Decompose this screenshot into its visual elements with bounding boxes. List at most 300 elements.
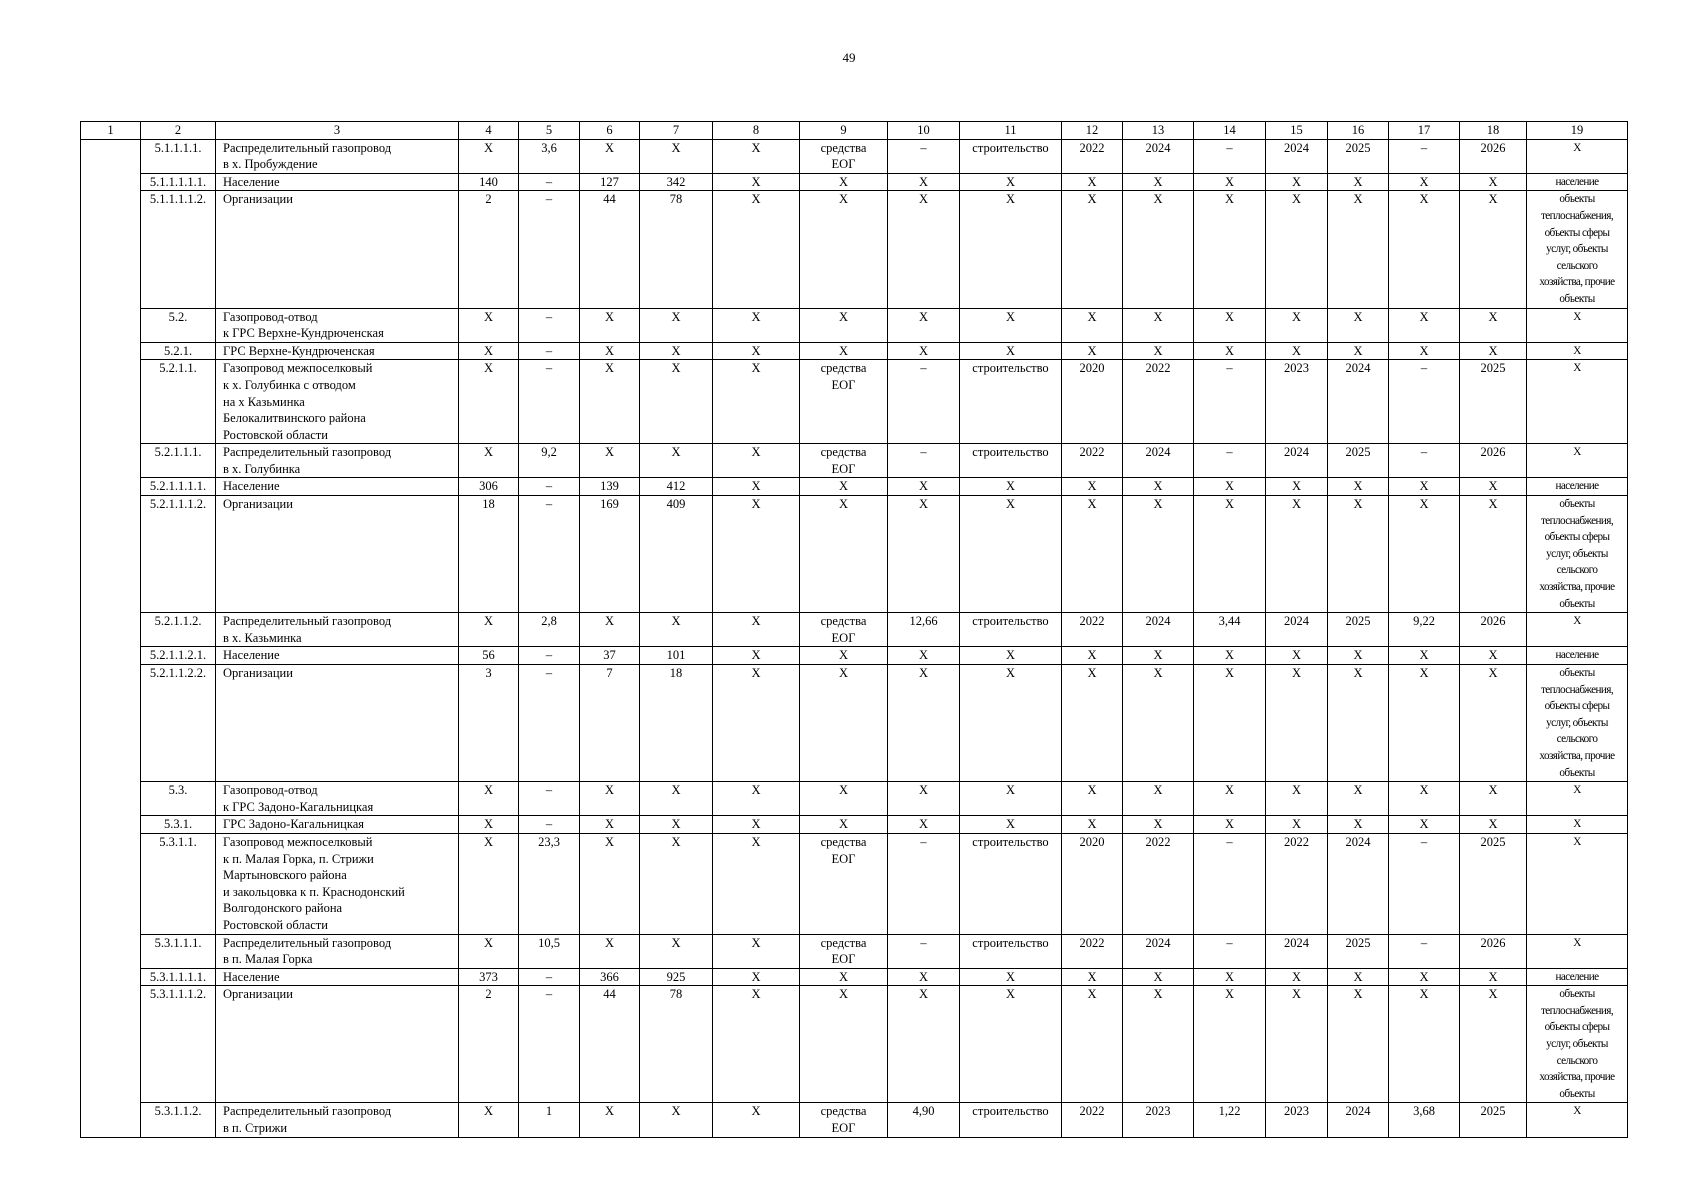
table-cell: X	[1389, 342, 1460, 360]
row-name: Население	[216, 478, 459, 496]
table-cell: 412	[640, 478, 713, 496]
table-cell: X	[713, 816, 800, 834]
table-cell: 409	[640, 496, 713, 613]
table-cell: X	[713, 934, 800, 968]
table-cell: 37	[580, 647, 640, 665]
table-cell: X	[640, 613, 713, 647]
work-type: X	[960, 968, 1062, 986]
table-cell: X	[1389, 191, 1460, 308]
row-number: 5.2.1.1.2.	[141, 613, 216, 647]
header-cell-1: 1	[81, 122, 141, 140]
table-cell: 2025	[1328, 613, 1389, 647]
funding-source: X	[800, 342, 888, 360]
table-cell: 2022	[1062, 613, 1123, 647]
table-cell: 56	[459, 647, 519, 665]
table-cell: 925	[640, 968, 713, 986]
table-cell: X	[1328, 308, 1389, 342]
header-row	[81, 122, 1628, 140]
consumer-category: объекты теплоснабжения, объекты сферы услуг, объекты сельского хозяйства, прочие объекты	[1527, 191, 1628, 308]
header-cell-6: 6	[580, 122, 640, 140]
table-cell: X	[1460, 986, 1527, 1103]
table-cell: X	[1389, 665, 1460, 782]
table-cell: 2026	[1460, 139, 1527, 173]
table-cell: X	[1266, 496, 1328, 613]
table-cell: X	[1062, 647, 1123, 665]
work-type: строительство	[960, 833, 1062, 934]
table-cell: X	[1460, 308, 1527, 342]
table-cell: 2023	[1123, 1103, 1194, 1137]
table-cell: X	[1123, 496, 1194, 613]
row-name: Распределительный газопровод в х. Пробуждение	[216, 139, 459, 173]
table-cell: X	[888, 478, 960, 496]
row-number: 5.3.1.1.1.	[141, 934, 216, 968]
table-cell: 12,66	[888, 613, 960, 647]
table-cell: X	[1389, 816, 1460, 834]
consumer-category: X	[1527, 360, 1628, 444]
table-cell: X	[1266, 647, 1328, 665]
table-row	[81, 173, 1628, 191]
table-row	[81, 647, 1628, 665]
table-cell: X	[1460, 191, 1527, 308]
table-cell: X	[713, 360, 800, 444]
table-cell: 2022	[1123, 833, 1194, 934]
consumer-category: X	[1527, 139, 1628, 173]
table-row	[81, 782, 1628, 816]
table-cell: 2024	[1328, 1103, 1389, 1137]
table-cell: X	[1328, 986, 1389, 1103]
table-cell: X	[459, 613, 519, 647]
table-cell: 1,22	[1194, 1103, 1266, 1137]
row-number: 5.1.1.1.1.1.	[141, 173, 216, 191]
table-row	[81, 444, 1628, 478]
consumer-category: X	[1527, 613, 1628, 647]
table-cell: X	[1266, 342, 1328, 360]
table-cell: X	[1194, 782, 1266, 816]
table-cell: X	[1328, 496, 1389, 613]
table-cell: 44	[580, 986, 640, 1103]
table-cell: 169	[580, 496, 640, 613]
table-row	[81, 308, 1628, 342]
funding-source: средства ЕОГ	[800, 613, 888, 647]
funding-source: X	[800, 782, 888, 816]
table-cell: X	[1062, 986, 1123, 1103]
row-number: 5.1.1.1.1.	[141, 139, 216, 173]
table-cell: 3	[459, 665, 519, 782]
table-cell: 2024	[1266, 613, 1328, 647]
table-cell: 1	[519, 1103, 580, 1137]
consumer-category: население	[1527, 478, 1628, 496]
table-cell: X	[1266, 478, 1328, 496]
table-row	[81, 496, 1628, 613]
row-number: 5.2.1.1.1.2.	[141, 496, 216, 613]
header-cell-4: 4	[459, 122, 519, 140]
table-cell: X	[713, 782, 800, 816]
table-cell: X	[713, 342, 800, 360]
table-cell: X	[1062, 665, 1123, 782]
table-cell: –	[1389, 360, 1460, 444]
table-cell: 78	[640, 191, 713, 308]
funding-source: X	[800, 647, 888, 665]
table-cell: 2	[459, 191, 519, 308]
column-1-cell	[81, 139, 141, 1137]
table-cell: 2024	[1266, 139, 1328, 173]
table-cell: X	[713, 665, 800, 782]
table-cell: 139	[580, 478, 640, 496]
table-cell: X	[1194, 191, 1266, 308]
table-cell: 2024	[1266, 444, 1328, 478]
table-cell: X	[713, 986, 800, 1103]
table-cell: X	[1389, 308, 1460, 342]
table-cell: X	[713, 308, 800, 342]
table-cell: 2022	[1062, 444, 1123, 478]
table-row	[81, 968, 1628, 986]
header-cell-17: 17	[1389, 122, 1460, 140]
table-cell: X	[1194, 478, 1266, 496]
row-number: 5.2.1.1.2.1.	[141, 647, 216, 665]
work-type: строительство	[960, 444, 1062, 478]
row-name: Распределительный газопровод в п. Стрижи	[216, 1103, 459, 1137]
row-name: Распределительный газопровод в х. Голубинка	[216, 444, 459, 478]
table-row	[81, 934, 1628, 968]
table-cell: –	[519, 816, 580, 834]
funding-source: X	[800, 173, 888, 191]
table-cell: X	[459, 934, 519, 968]
table-cell: –	[1389, 934, 1460, 968]
row-number: 5.2.1.1.1.	[141, 444, 216, 478]
table-cell: X	[1062, 342, 1123, 360]
funding-source: X	[800, 968, 888, 986]
header-cell-3: 3	[216, 122, 459, 140]
table-cell: 2022	[1062, 139, 1123, 173]
row-name: ГРС Задоно-Кагальницкая	[216, 816, 459, 834]
table-cell: X	[1194, 647, 1266, 665]
table-cell: X	[580, 1103, 640, 1137]
table-cell: X	[713, 647, 800, 665]
table-cell: X	[888, 782, 960, 816]
table-cell: 2026	[1460, 934, 1527, 968]
table-cell: 9,22	[1389, 613, 1460, 647]
table-cell: –	[519, 173, 580, 191]
table-cell: X	[1266, 986, 1328, 1103]
table-cell: X	[580, 816, 640, 834]
table-cell: 2025	[1328, 139, 1389, 173]
table-cell: X	[1062, 191, 1123, 308]
table-cell: X	[713, 444, 800, 478]
table-cell: X	[1389, 986, 1460, 1103]
table-cell: X	[713, 833, 800, 934]
consumer-category: население	[1527, 173, 1628, 191]
table-cell: X	[1460, 173, 1527, 191]
table-cell: X	[1328, 665, 1389, 782]
table-cell: X	[1389, 173, 1460, 191]
table-cell: 127	[580, 173, 640, 191]
consumer-category: X	[1527, 782, 1628, 816]
row-name: Распределительный газопровод в п. Малая Горка	[216, 934, 459, 968]
table-cell: X	[1266, 665, 1328, 782]
table-cell: –	[888, 833, 960, 934]
table-cell: X	[1328, 816, 1389, 834]
table-cell: 3,68	[1389, 1103, 1460, 1137]
row-name: Газопровод межпоселковый к п. Малая Горка, п. Стрижи Мартыновского района и закольцовка к п. Краснодонский Волгодонского района Ростовской области	[216, 833, 459, 934]
table-cell: 2025	[1460, 1103, 1527, 1137]
table-cell: X	[1460, 478, 1527, 496]
table-cell: 2022	[1123, 360, 1194, 444]
table-cell: X	[1389, 968, 1460, 986]
table-cell: 342	[640, 173, 713, 191]
table-cell: –	[1194, 444, 1266, 478]
row-name: ГРС Верхне-Кундрюченская	[216, 342, 459, 360]
table-cell: X	[1062, 816, 1123, 834]
table-cell: X	[580, 342, 640, 360]
row-number: 5.2.1.	[141, 342, 216, 360]
table-cell: 2024	[1328, 833, 1389, 934]
table-cell: X	[1328, 342, 1389, 360]
table-row	[81, 360, 1628, 444]
table-cell: X	[580, 934, 640, 968]
consumer-category: X	[1527, 934, 1628, 968]
funding-source: X	[800, 191, 888, 308]
funding-source: X	[800, 816, 888, 834]
table-cell: X	[1266, 191, 1328, 308]
row-number: 5.2.	[141, 308, 216, 342]
header-cell-2: 2	[141, 122, 216, 140]
table-cell: X	[640, 816, 713, 834]
table-cell: X	[640, 139, 713, 173]
table-cell: 2023	[1266, 1103, 1328, 1137]
table-cell: 3,6	[519, 139, 580, 173]
row-name: Газопровод-отвод к ГРС Задоно-Кагальницкая	[216, 782, 459, 816]
table-cell: 2024	[1123, 444, 1194, 478]
table-cell: X	[1266, 816, 1328, 834]
header-cell-18: 18	[1460, 122, 1527, 140]
table-cell: –	[519, 342, 580, 360]
table-cell: 2022	[1266, 833, 1328, 934]
row-name: Распределительный газопровод в х. Казьминка	[216, 613, 459, 647]
row-number: 5.2.1.1.	[141, 360, 216, 444]
funding-source: средства ЕОГ	[800, 934, 888, 968]
table-cell: X	[1194, 816, 1266, 834]
table-cell: X	[1194, 173, 1266, 191]
table-cell: X	[888, 665, 960, 782]
table-cell: 2	[459, 986, 519, 1103]
funding-source: X	[800, 496, 888, 613]
table-cell: 2024	[1123, 934, 1194, 968]
header-cell-5: 5	[519, 122, 580, 140]
consumer-category: X	[1527, 833, 1628, 934]
table-cell: X	[1062, 496, 1123, 613]
data-table	[80, 121, 1628, 1138]
table-cell: 140	[459, 173, 519, 191]
table-cell: X	[1266, 968, 1328, 986]
table-cell: 2024	[1123, 139, 1194, 173]
header-cell-19: 19	[1527, 122, 1628, 140]
table-cell: –	[519, 968, 580, 986]
table-cell: X	[580, 308, 640, 342]
table-cell: X	[888, 816, 960, 834]
table-cell: X	[1123, 478, 1194, 496]
consumer-category: население	[1527, 968, 1628, 986]
row-name: Организации	[216, 986, 459, 1103]
funding-source: средства ЕОГ	[800, 1103, 888, 1137]
table-cell: 78	[640, 986, 713, 1103]
table-cell: –	[519, 308, 580, 342]
table-cell: –	[519, 478, 580, 496]
table-row	[81, 478, 1628, 496]
table-cell: X	[1194, 342, 1266, 360]
table-cell: 2022	[1062, 934, 1123, 968]
table-cell: X	[1460, 647, 1527, 665]
row-number: 5.3.1.1.2.	[141, 1103, 216, 1137]
table-cell: 9,2	[519, 444, 580, 478]
table-cell: X	[580, 444, 640, 478]
table-cell: X	[459, 782, 519, 816]
table-cell: X	[1062, 478, 1123, 496]
table-cell: –	[519, 360, 580, 444]
table-cell: X	[640, 833, 713, 934]
table-cell: X	[1194, 665, 1266, 782]
header-cell-11: 11	[960, 122, 1062, 140]
table-cell: X	[1123, 816, 1194, 834]
table-cell: X	[713, 968, 800, 986]
table-cell: X	[459, 816, 519, 834]
row-number: 5.3.1.1.	[141, 833, 216, 934]
header-cell-15: 15	[1266, 122, 1328, 140]
table-cell: X	[1123, 782, 1194, 816]
table-cell: X	[1123, 342, 1194, 360]
table-cell: 306	[459, 478, 519, 496]
table-cell: X	[1194, 968, 1266, 986]
work-type: X	[960, 986, 1062, 1103]
table-cell: 2024	[1123, 613, 1194, 647]
table-cell: X	[1328, 782, 1389, 816]
table-row	[81, 342, 1628, 360]
row-number: 5.3.1.	[141, 816, 216, 834]
table-cell: 18	[459, 496, 519, 613]
row-name: Население	[216, 968, 459, 986]
work-type: X	[960, 191, 1062, 308]
table-row	[81, 191, 1628, 308]
table-cell: X	[713, 173, 800, 191]
table-cell: X	[1460, 342, 1527, 360]
table-cell: 101	[640, 647, 713, 665]
table-cell: X	[459, 360, 519, 444]
consumer-category: объекты теплоснабжения, объекты сферы услуг, объекты сельского хозяйства, прочие объекты	[1527, 496, 1628, 613]
table-cell: X	[1266, 173, 1328, 191]
table-cell: X	[1328, 173, 1389, 191]
work-type: X	[960, 782, 1062, 816]
table-cell: X	[640, 934, 713, 968]
table-cell: 2025	[1328, 934, 1389, 968]
table-cell: 2024	[1266, 934, 1328, 968]
consumer-category: объекты теплоснабжения, объекты сферы услуг, объекты сельского хозяйства, прочие объекты	[1527, 986, 1628, 1103]
table-cell: –	[888, 139, 960, 173]
table-cell: X	[888, 496, 960, 613]
table-cell: –	[1389, 139, 1460, 173]
table-cell: –	[1194, 934, 1266, 968]
row-number: 5.3.1.1.1.1.	[141, 968, 216, 986]
table-cell: 366	[580, 968, 640, 986]
consumer-category: объекты теплоснабжения, объекты сферы услуг, объекты сельского хозяйства, прочие объекты	[1527, 665, 1628, 782]
table-cell: X	[1266, 308, 1328, 342]
table-cell: X	[580, 782, 640, 816]
work-type: X	[960, 816, 1062, 834]
work-type: строительство	[960, 934, 1062, 968]
table-cell: 2025	[1460, 833, 1527, 934]
table-cell: –	[519, 986, 580, 1103]
table-cell: X	[1328, 968, 1389, 986]
table-cell: 2026	[1460, 613, 1527, 647]
table-cell: X	[1389, 647, 1460, 665]
table-cell: X	[1062, 173, 1123, 191]
work-type: X	[960, 496, 1062, 613]
table-cell: X	[713, 613, 800, 647]
table-cell: X	[1328, 191, 1389, 308]
table-cell: X	[888, 173, 960, 191]
row-number: 5.1.1.1.1.2.	[141, 191, 216, 308]
table-cell: 373	[459, 968, 519, 986]
table-cell: X	[1389, 478, 1460, 496]
table-cell: X	[888, 308, 960, 342]
table-cell: X	[1389, 782, 1460, 816]
table-cell: X	[580, 139, 640, 173]
row-name: Газопровод-отвод к ГРС Верхне-Кундрюченская	[216, 308, 459, 342]
table-cell: 2025	[1460, 360, 1527, 444]
table-cell: 18	[640, 665, 713, 782]
table-cell: X	[1123, 665, 1194, 782]
work-type: X	[960, 478, 1062, 496]
table-cell: X	[1460, 665, 1527, 782]
row-name: Организации	[216, 496, 459, 613]
funding-source: X	[800, 308, 888, 342]
table-cell: –	[1389, 833, 1460, 934]
work-type: X	[960, 665, 1062, 782]
table-cell: –	[1194, 360, 1266, 444]
table-cell: X	[1194, 496, 1266, 613]
funding-source: X	[800, 478, 888, 496]
table-cell: X	[1123, 191, 1194, 308]
table-cell: X	[1460, 496, 1527, 613]
work-type: строительство	[960, 613, 1062, 647]
table-cell: X	[1123, 308, 1194, 342]
table-cell: X	[1123, 173, 1194, 191]
table-cell: –	[888, 360, 960, 444]
table-row	[81, 816, 1628, 834]
table-cell: X	[580, 833, 640, 934]
funding-source: средства ЕОГ	[800, 360, 888, 444]
table-cell: X	[1123, 647, 1194, 665]
funding-source: X	[800, 986, 888, 1103]
table-cell: 2,8	[519, 613, 580, 647]
table-cell: –	[888, 444, 960, 478]
table-cell: 4,90	[888, 1103, 960, 1137]
table-cell: 2022	[1062, 1103, 1123, 1137]
table-cell: X	[713, 1103, 800, 1137]
table-cell: 2025	[1328, 444, 1389, 478]
consumer-category: X	[1527, 1103, 1628, 1137]
table-body	[81, 139, 1628, 1137]
table-cell: X	[580, 360, 640, 444]
table-cell: X	[713, 191, 800, 308]
table-cell: 2020	[1062, 833, 1123, 934]
table-cell: X	[640, 782, 713, 816]
table-cell: X	[888, 342, 960, 360]
table-cell: X	[640, 342, 713, 360]
header-cell-8: 8	[713, 122, 800, 140]
table-cell: 2026	[1460, 444, 1527, 478]
table-cell: X	[888, 968, 960, 986]
table-cell: –	[519, 665, 580, 782]
header-cell-14: 14	[1194, 122, 1266, 140]
